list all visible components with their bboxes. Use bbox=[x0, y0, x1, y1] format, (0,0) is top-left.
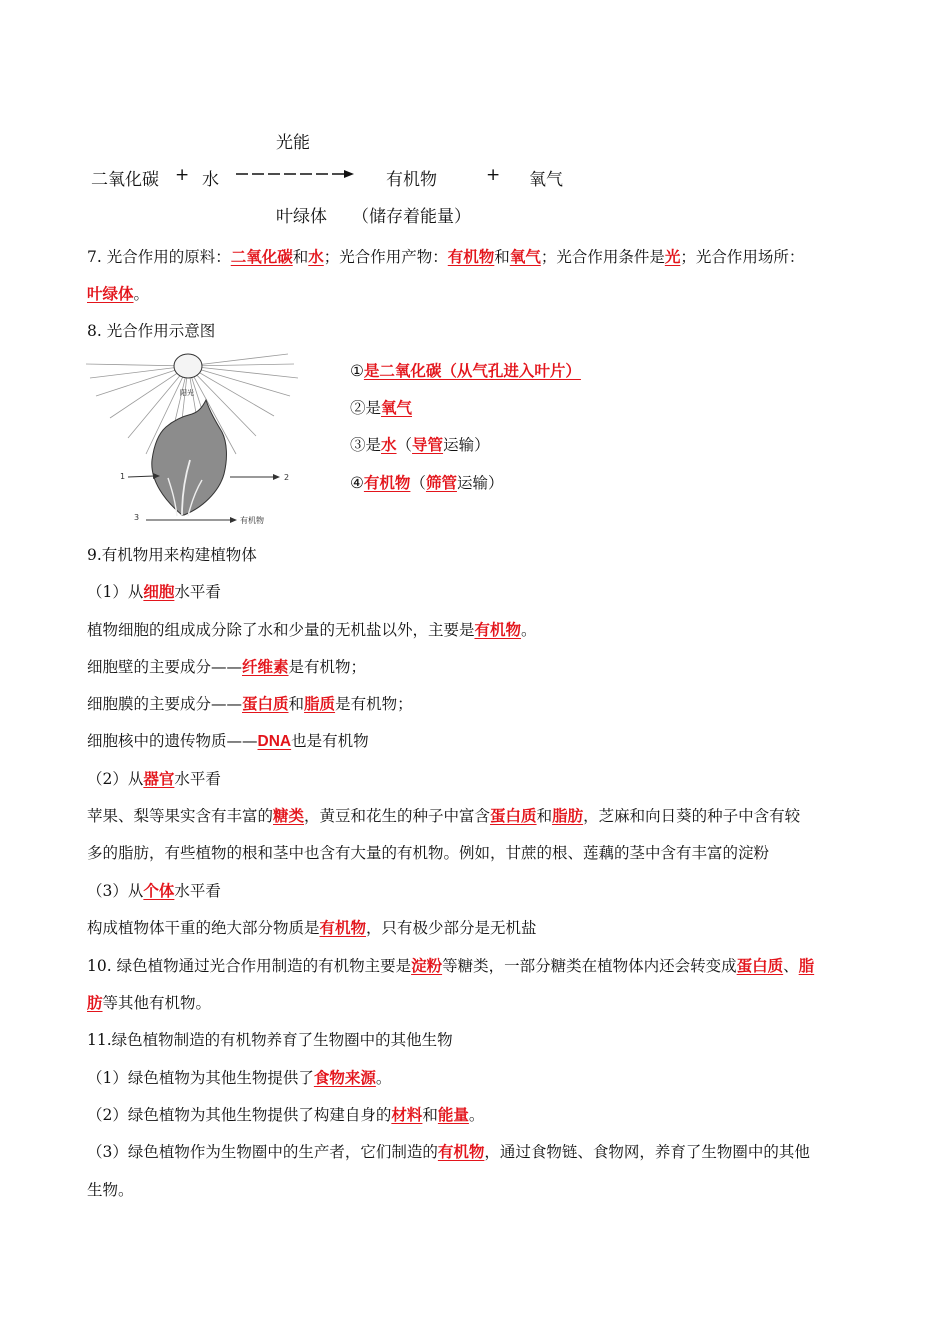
text-segment: （3）从 bbox=[87, 882, 144, 900]
keyword: 淀粉 bbox=[411, 956, 443, 975]
text-segment: 运输） bbox=[443, 436, 490, 454]
leaf-shape bbox=[152, 400, 227, 515]
item-11-point-3-cont: 生物。 bbox=[87, 1181, 134, 1199]
item-11-point-1 bbox=[87, 1068, 391, 1088]
text-segment: 和 bbox=[288, 695, 305, 713]
text-segment: （2）绿色植物为其他生物提供了构建自身的 bbox=[87, 1106, 392, 1124]
item-9-line: 多的脂肪，有些植物的根和茎中也含有大量的有机物。例如，甘蔗的根、莲藕的茎中含有丰富的淀粉 bbox=[87, 844, 770, 862]
item-11-point-2 bbox=[87, 1105, 484, 1125]
keyword: 脂肪 bbox=[552, 806, 584, 825]
keyword: 筛管 bbox=[425, 473, 457, 492]
text-segment: 。 bbox=[133, 285, 150, 303]
keyword: 纤维素 bbox=[242, 657, 289, 676]
keyword: 有机物 bbox=[319, 918, 367, 937]
item-9-organ-level bbox=[87, 769, 221, 789]
keyword: 叶绿体 bbox=[87, 284, 134, 303]
item-9-line bbox=[87, 918, 537, 938]
text-segment: 植物细胞的组成成分除了水和少量的无机盐以外，主要是 bbox=[87, 621, 475, 639]
item-7-line-2 bbox=[87, 284, 149, 304]
item-9-line bbox=[87, 620, 537, 640]
equation-light-label: 光能 bbox=[276, 133, 310, 153]
keyword: 器官 bbox=[143, 769, 175, 788]
diagram-organic-label: 有机物 bbox=[240, 516, 264, 525]
equation-plus: + bbox=[486, 165, 501, 185]
text-segment: ，通过食物链、食物网，养育了生物圈中的其他 bbox=[484, 1143, 810, 1161]
item-8-title: 8. 光合作用示意图 bbox=[87, 322, 216, 340]
item-9-line bbox=[87, 657, 366, 677]
text-segment: 水平看 bbox=[174, 583, 221, 601]
text-segment: （ bbox=[396, 436, 413, 454]
text-segment: 10. 绿色植物通过光合作用制造的有机物主要是 bbox=[87, 957, 412, 975]
keyword: 个体 bbox=[143, 881, 175, 900]
text-segment: 构成植物体干重的绝大部分物质是 bbox=[87, 919, 320, 937]
keyword: 水 bbox=[381, 435, 397, 454]
text-segment: ③是 bbox=[350, 436, 382, 454]
item-9-individual-level bbox=[87, 881, 221, 901]
text-segment: ；光合作用场所： bbox=[680, 248, 805, 266]
text-segment: 水平看 bbox=[174, 770, 221, 788]
photosynthesis-diagram bbox=[84, 350, 334, 525]
item-7-line-1 bbox=[87, 247, 804, 267]
keyword: 蛋白质 bbox=[736, 956, 784, 975]
keyword: 氧气 bbox=[509, 247, 541, 266]
diagram-num-2: 2 bbox=[284, 473, 290, 482]
item-10-line-1 bbox=[87, 956, 814, 976]
diagram-num-1: 1 bbox=[120, 472, 126, 481]
legend-item-4 bbox=[350, 471, 503, 493]
item-11-point-3 bbox=[87, 1142, 810, 1162]
text-segment: ，黄豆和花生的种子中富含 bbox=[304, 807, 491, 825]
arrow-1 bbox=[128, 476, 154, 477]
keyword: 材料 bbox=[391, 1105, 423, 1124]
text-segment: 。 bbox=[375, 1069, 392, 1087]
text-segment: （1）绿色植物为其他生物提供了 bbox=[87, 1069, 314, 1087]
text-segment: 和 bbox=[292, 248, 309, 266]
item-11-title: 11.绿色植物制造的有机物养育了生物圈中的其他生物 bbox=[87, 1031, 453, 1049]
keyword: 细胞 bbox=[143, 582, 175, 601]
keyword: 脂质 bbox=[304, 694, 336, 713]
keyword: 能量 bbox=[437, 1105, 469, 1124]
text-segment: 也是有机物 bbox=[291, 732, 369, 750]
text-segment: 细胞核中的遗传物质—— bbox=[87, 732, 258, 750]
item-9-cell-level bbox=[87, 582, 221, 602]
text-segment: （ bbox=[410, 474, 426, 492]
keyword: 水 bbox=[308, 247, 324, 266]
text-segment: 和 bbox=[536, 807, 553, 825]
text-segment: ，只有极少部分是无机盐 bbox=[366, 919, 537, 937]
keyword: 食物来源 bbox=[313, 1068, 376, 1087]
keyword: DNA bbox=[257, 733, 292, 750]
equation-chloroplast-label: 叶绿体 bbox=[276, 207, 327, 227]
equation-energy-note: （储存着能量） bbox=[352, 207, 471, 227]
text-segment: 苹果、梨等果实含有丰富的 bbox=[87, 807, 274, 825]
diagram-num-3: 3 bbox=[134, 513, 140, 522]
item-10-line-2 bbox=[87, 993, 211, 1013]
text-segment: （2）从 bbox=[87, 770, 144, 788]
text-segment: 7. 光合作用的原料： bbox=[87, 248, 231, 266]
equation-reactant-co2: 二氧化碳 bbox=[91, 170, 159, 190]
text-segment: 。 bbox=[468, 1106, 485, 1124]
keyword: 肪 bbox=[87, 993, 103, 1012]
text-segment: 等糖类，一部分糖类在植物体内还会转变成 bbox=[442, 957, 737, 975]
text-segment: ②是 bbox=[350, 399, 382, 417]
equation-product-organic: 有机物 bbox=[386, 170, 437, 190]
keyword: 糖类 bbox=[273, 806, 305, 825]
keyword: 二氧化碳 bbox=[230, 247, 293, 266]
text-segment: ① bbox=[350, 362, 364, 380]
equation-product-oxygen: 氧气 bbox=[529, 170, 563, 190]
text-segment: 是有机物； bbox=[335, 695, 413, 713]
text-segment: ；光合作用条件是 bbox=[540, 248, 665, 266]
text-segment: 细胞膜的主要成分—— bbox=[87, 695, 243, 713]
item-9-line bbox=[87, 694, 413, 714]
keyword: 蛋白质 bbox=[242, 694, 289, 713]
text-segment: ；光合作用产物： bbox=[323, 248, 448, 266]
text-segment: ，芝麻和向日葵的种子中含有较 bbox=[583, 807, 801, 825]
item-9-title: 9.有机物用来构建植物体 bbox=[87, 546, 257, 564]
text-segment: 和 bbox=[422, 1106, 438, 1124]
text-segment: 运输） bbox=[456, 474, 504, 492]
keyword: 有机物 bbox=[363, 473, 411, 492]
keyword: 有机物 bbox=[474, 620, 522, 639]
keyword: 有机物 bbox=[447, 247, 495, 266]
text-segment: 是有机物； bbox=[288, 658, 367, 676]
text-segment: 等其他有机物。 bbox=[102, 994, 212, 1012]
keyword: 蛋白质 bbox=[490, 806, 537, 825]
text-segment: 细胞壁的主要成分—— bbox=[87, 658, 243, 676]
text-segment: 水平看 bbox=[174, 882, 221, 900]
legend-item-1 bbox=[350, 359, 581, 381]
text-segment: ④ bbox=[350, 474, 364, 492]
text-segment: 。 bbox=[521, 621, 537, 639]
keyword: 脂 bbox=[798, 956, 815, 975]
keyword: 氧气 bbox=[381, 398, 413, 417]
legend-item-2 bbox=[350, 396, 412, 418]
keyword: 光 bbox=[664, 247, 681, 266]
sun-label: 阳光 bbox=[180, 389, 194, 397]
item-9-line bbox=[87, 731, 369, 752]
text-segment: 、 bbox=[783, 957, 799, 975]
equation-reactant-water: 水 bbox=[202, 170, 219, 190]
legend-item-3 bbox=[350, 433, 490, 455]
sun-icon bbox=[174, 354, 202, 378]
text-segment: （1）从 bbox=[87, 583, 144, 601]
text-segment: 和 bbox=[494, 248, 510, 266]
keyword: 导管 bbox=[412, 435, 444, 454]
item-9-line bbox=[87, 806, 800, 826]
equation-arrow bbox=[234, 166, 356, 182]
text-segment: （3）绿色植物作为生物圈中的生产者，它们制造的 bbox=[87, 1143, 438, 1161]
keyword: 有机物 bbox=[437, 1142, 485, 1161]
equation-plus: + bbox=[175, 165, 190, 185]
keyword: 是二氧化碳（从气孔进入叶片） bbox=[363, 361, 581, 380]
